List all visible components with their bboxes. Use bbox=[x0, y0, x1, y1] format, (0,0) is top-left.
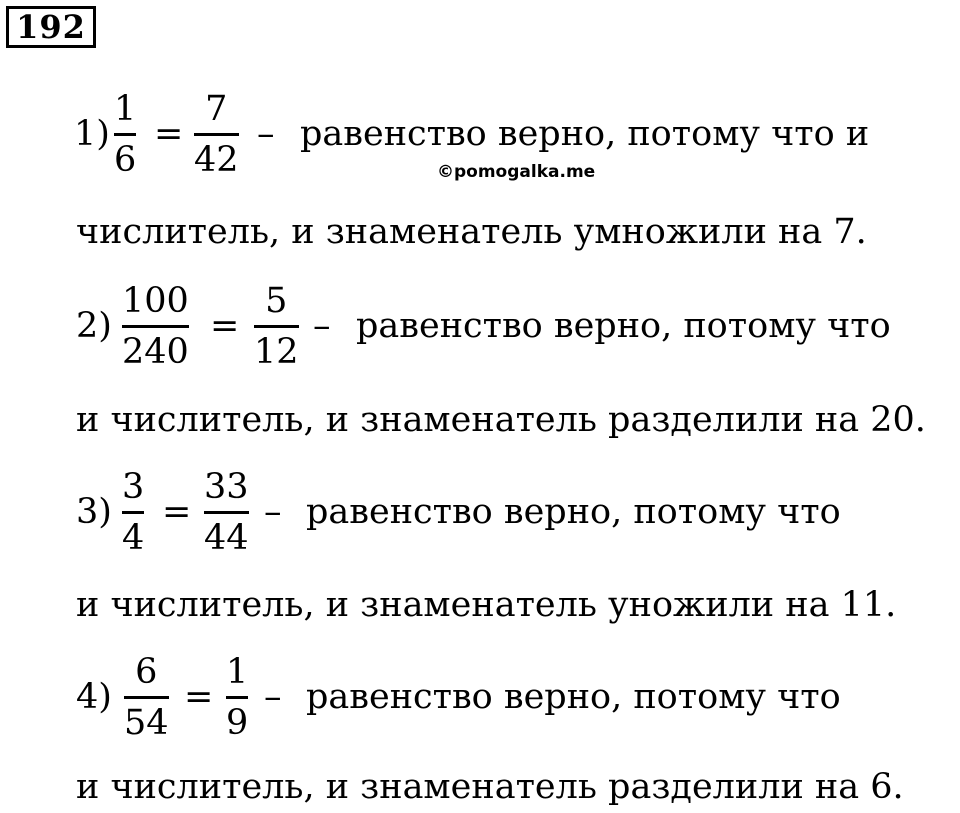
fraction-bar bbox=[226, 696, 248, 699]
fraction-right bbox=[194, 88, 239, 181]
dash: – bbox=[257, 114, 275, 154]
denominator: 4 bbox=[122, 518, 145, 558]
numerator: 33 bbox=[204, 467, 249, 507]
fraction-left bbox=[124, 651, 169, 744]
numerator: 6 bbox=[135, 652, 158, 692]
explanation-line-2: и числитель, и знаменатель уножили на 11. bbox=[76, 585, 897, 625]
fraction-left bbox=[122, 280, 189, 373]
denominator: 12 bbox=[254, 332, 299, 372]
denominator: 42 bbox=[194, 140, 239, 180]
fraction-bar bbox=[122, 325, 189, 328]
explanation-line-1: равенство верно, потому что bbox=[306, 677, 841, 717]
item-label: 4) bbox=[76, 677, 112, 717]
denominator: 54 bbox=[124, 703, 169, 743]
dash: – bbox=[313, 306, 331, 346]
fraction-bar bbox=[124, 696, 169, 699]
fraction-bar bbox=[254, 325, 299, 328]
item-label: 3) bbox=[76, 492, 112, 532]
numerator: 1 bbox=[114, 89, 137, 129]
item-label: 1) bbox=[74, 114, 110, 154]
problem-number-box bbox=[6, 6, 96, 48]
item-label: 2) bbox=[76, 306, 112, 346]
fraction-right bbox=[226, 651, 248, 744]
dash: – bbox=[264, 492, 282, 532]
numerator: 5 bbox=[265, 281, 288, 321]
explanation-line-2: числитель, и знаменатель умножили на 7. bbox=[76, 212, 867, 252]
explanation-line-1: равенство верно, потому что bbox=[306, 492, 841, 532]
equals-sign: = bbox=[184, 677, 214, 717]
explanation-line-1: равенство верно, потому что bbox=[356, 306, 891, 346]
denominator: 240 bbox=[122, 332, 189, 372]
fraction-right bbox=[204, 466, 249, 559]
fraction-bar bbox=[194, 133, 239, 136]
equals-sign: = bbox=[162, 492, 192, 532]
equals-sign: = bbox=[210, 306, 240, 346]
fraction-bar bbox=[122, 511, 144, 514]
denominator: 44 bbox=[204, 518, 249, 558]
watermark: ©pomogalka.me bbox=[437, 162, 596, 182]
equals-sign: = bbox=[154, 114, 184, 154]
numerator: 3 bbox=[122, 467, 145, 507]
fraction-right bbox=[254, 280, 299, 373]
explanation-line-2: и числитель, и знаменатель разделили на 6. bbox=[76, 767, 904, 807]
fraction-left bbox=[114, 88, 136, 181]
numerator: 7 bbox=[205, 89, 228, 129]
numerator: 100 bbox=[122, 281, 189, 321]
fraction-bar bbox=[204, 511, 249, 514]
denominator: 6 bbox=[114, 140, 137, 180]
denominator: 9 bbox=[226, 703, 249, 743]
numerator: 1 bbox=[226, 652, 249, 692]
explanation-line-2: и числитель, и знаменатель разделили на 20. bbox=[76, 400, 926, 440]
explanation-line-1: равенство верно, потому что и bbox=[300, 114, 870, 154]
fraction-left bbox=[122, 466, 144, 559]
dash: – bbox=[264, 677, 282, 717]
fraction-bar bbox=[114, 133, 136, 136]
problem-number: 192 bbox=[16, 8, 86, 46]
